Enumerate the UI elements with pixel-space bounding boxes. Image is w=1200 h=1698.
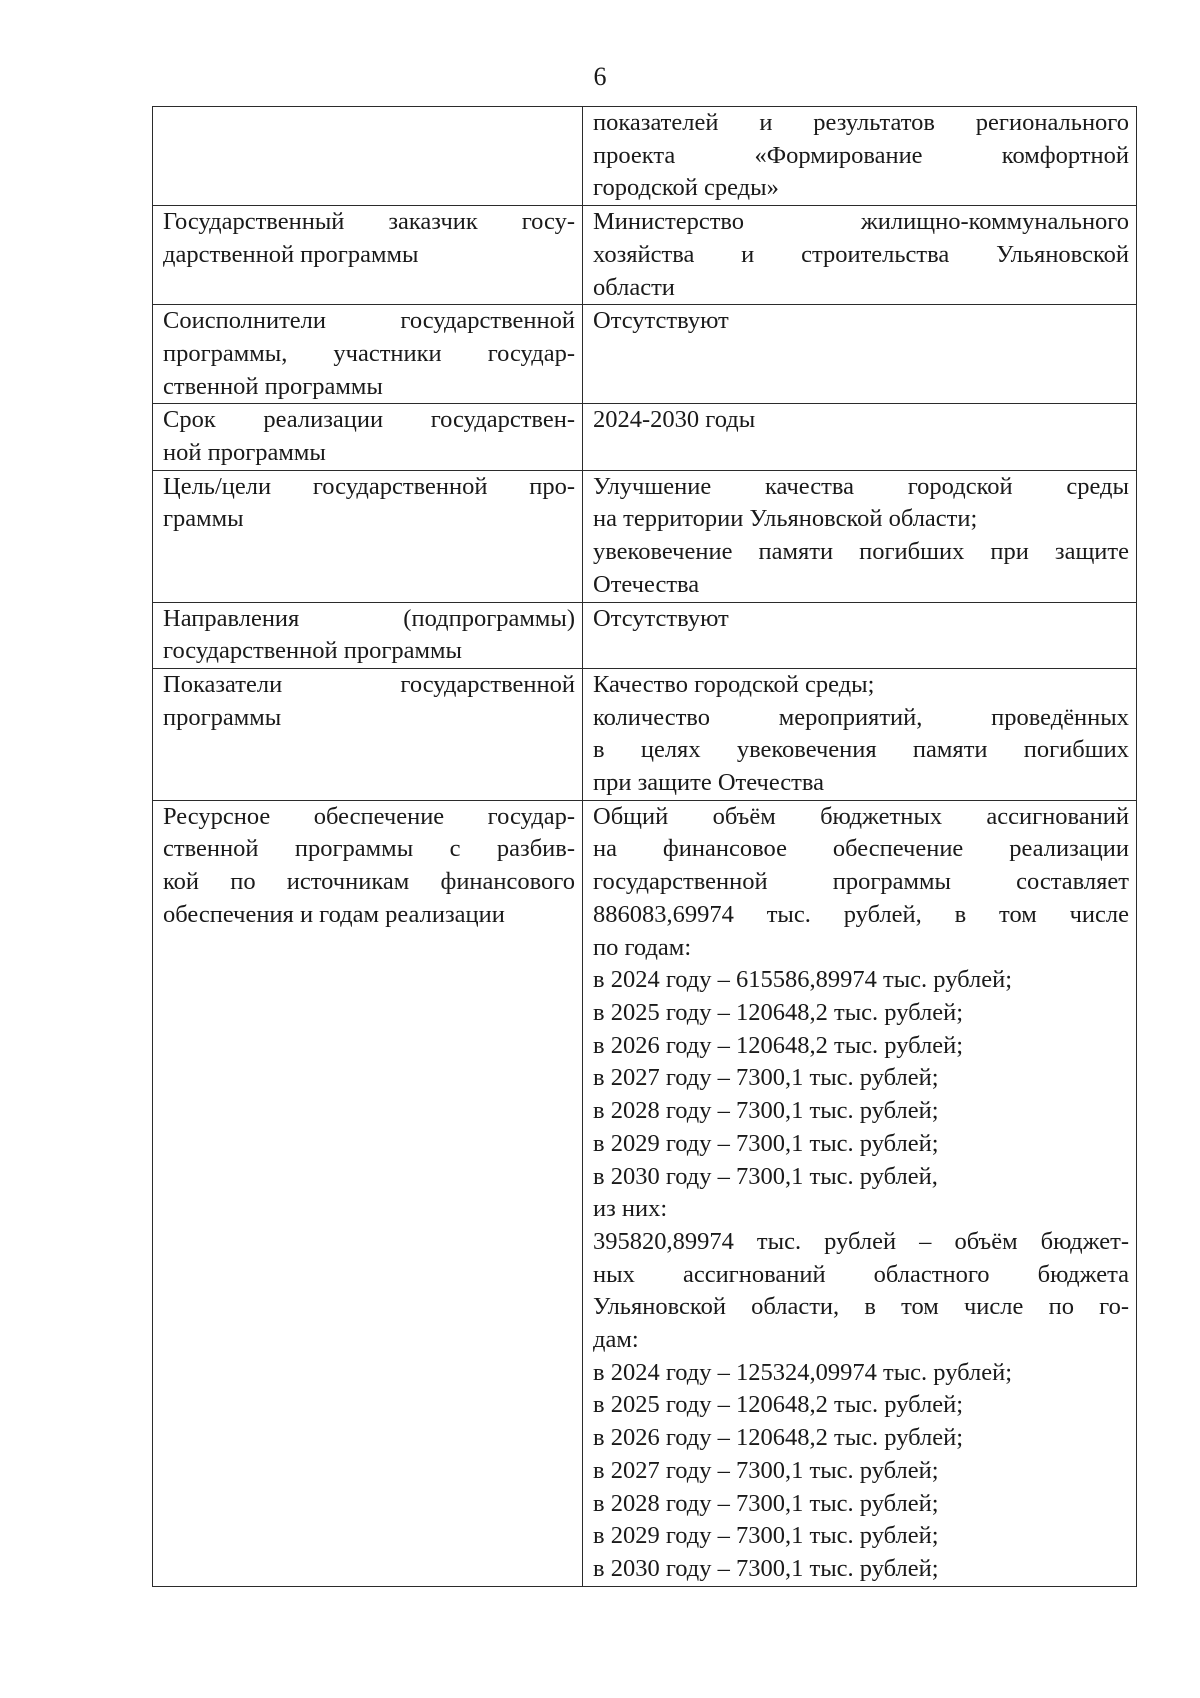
value-line: ных ассигнований областного бюджета [593, 1260, 1129, 1288]
passport-row-label [153, 800, 583, 1586]
label-line: граммы [163, 505, 244, 533]
label-line: ной программы [163, 439, 326, 467]
label-line: Соисполнители государственной [163, 307, 575, 335]
label-line: Цель/цели государственной про- [163, 472, 575, 500]
program-passport-table [152, 106, 1137, 1587]
value-line: проекта «Формирование комфортной [593, 141, 1129, 169]
value-line: Отечества [593, 570, 700, 598]
passport-row-label [153, 602, 583, 668]
label-line: программы [163, 703, 282, 731]
value-line: области [593, 273, 675, 301]
value-line: Качество городской среды; [593, 670, 875, 698]
label-line: Показатели государственной [163, 670, 575, 698]
value-line: Ульяновской области, в том числе по го- [593, 1293, 1129, 1321]
value-line: показателей и результатов регионального [593, 109, 1129, 136]
value-line: в 2025 году – 120648,2 тыс. рублей; [593, 1391, 964, 1419]
value-line: в 2026 году – 120648,2 тыс. рублей; [593, 1424, 964, 1452]
value-line: количество мероприятий, проведённых [593, 703, 1129, 731]
passport-row [153, 470, 1137, 602]
value-line: в 2028 году – 7300,1 тыс. рублей; [593, 1489, 939, 1517]
value-line: при защите Отечества [593, 769, 825, 797]
value-line: Министерство жилищно-коммунального [593, 208, 1129, 236]
passport-row-value [583, 800, 1137, 1586]
passport-table-body [153, 107, 1137, 1587]
label-line: Ресурсное обеспечение государ- [163, 802, 575, 830]
passport-row-value [583, 206, 1137, 305]
value-line: в 2024 году – 615586,89974 тыс. рублей; [593, 966, 1013, 994]
value-line: в 2029 году – 7300,1 тыс. рублей; [593, 1522, 939, 1550]
value-line: в 2030 году – 7300,1 тыс. рублей; [593, 1554, 939, 1582]
passport-row-label [153, 404, 583, 470]
value-line: Общий объём бюджетных ассигнований [593, 802, 1129, 830]
passport-row [153, 305, 1137, 404]
value-line: в 2027 году – 7300,1 тыс. рублей; [593, 1456, 939, 1484]
label-line: ственной программы [163, 372, 383, 400]
passport-row [153, 668, 1137, 800]
value-line: 2024-2030 годы [593, 406, 756, 434]
value-line: на финансовое обеспечение реализации [593, 835, 1129, 863]
value-line: Улучшение качества городской среды [593, 472, 1129, 500]
passport-row-label [153, 206, 583, 305]
value-line: 395820,89974 тыс. рублей – объём бюджет- [593, 1227, 1129, 1255]
label-line: Государственный заказчик госу- [163, 208, 575, 236]
value-line: из них: [593, 1195, 668, 1223]
value-line: дам: [593, 1326, 639, 1354]
value-line: в 2027 году – 7300,1 тыс. рублей; [593, 1064, 939, 1092]
value-line: в 2029 году – 7300,1 тыс. рублей; [593, 1129, 939, 1157]
value-line: в целях увековечения памяти погибших [593, 736, 1129, 764]
passport-row-label [153, 668, 583, 800]
label-line: государственной программы [163, 637, 462, 665]
value-line: государственной программы составляет [593, 868, 1129, 896]
passport-row-label [153, 470, 583, 602]
value-line: хозяйства и строительства Ульяновской [593, 240, 1129, 268]
passport-row-value [583, 668, 1137, 800]
passport-row-label [153, 107, 583, 206]
value-line: на территории Ульяновской области; [593, 505, 978, 533]
value-line: по годам: [593, 933, 692, 961]
passport-row [153, 107, 1137, 206]
passport-row-value [583, 404, 1137, 470]
value-line: увековечение памяти погибших при защите [593, 538, 1129, 566]
value-line: 886083,69974 тыс. рублей, в том числе [593, 900, 1129, 928]
passport-row-label [153, 305, 583, 404]
passport-row [153, 206, 1137, 305]
passport-row [153, 602, 1137, 668]
label-line: Направления (подпрограммы) [163, 604, 575, 632]
value-line: в 2025 году – 120648,2 тыс. рублей; [593, 998, 964, 1026]
page-number: 6 [593, 62, 607, 91]
value-line: в 2030 году – 7300,1 тыс. рублей, [593, 1162, 938, 1190]
passport-row-value [583, 470, 1137, 602]
label-line: дарственной программы [163, 240, 419, 268]
passport-row [153, 800, 1137, 1586]
value-line: в 2028 году – 7300,1 тыс. рублей; [593, 1097, 939, 1125]
passport-row [153, 404, 1137, 470]
label-line: ственной программы с разбив- [163, 835, 575, 863]
value-line: Отсутствуют [593, 307, 729, 335]
passport-row-value [583, 107, 1137, 206]
value-line: городской среды» [593, 174, 779, 202]
label-line: обеспечения и годам реализации [163, 900, 505, 928]
value-line: Отсутствуют [593, 604, 729, 632]
label-line: Срок реализации государствен- [163, 406, 575, 434]
value-line: в 2024 году – 125324,09974 тыс. рублей; [593, 1358, 1013, 1386]
passport-row-value [583, 305, 1137, 404]
label-line: кой по источникам финансового [163, 868, 575, 896]
passport-row-value [583, 602, 1137, 668]
value-line: в 2026 году – 120648,2 тыс. рублей; [593, 1031, 964, 1059]
label-line: программы, участники государ- [163, 339, 575, 367]
